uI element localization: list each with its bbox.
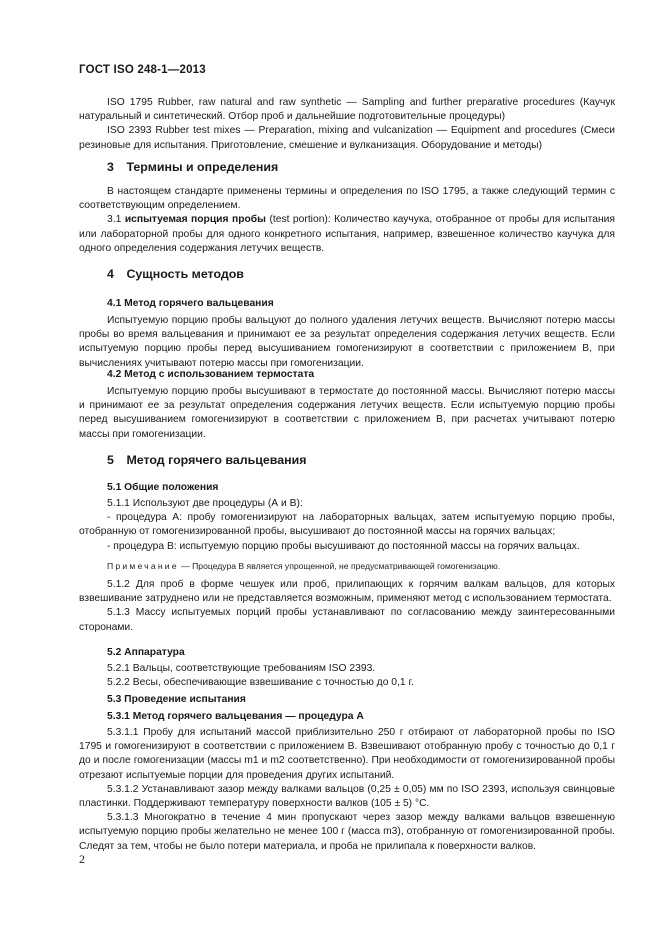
subsection-5-3-1-body	[79, 726, 615, 854]
paragraph-5-2-1: 5.2.1 Вальцы, соответствующие требованиям ISO 2393.	[107, 663, 376, 674]
subsection-5-1-body	[79, 497, 615, 554]
section-4-heading	[107, 267, 244, 281]
subsection-5-3-heading: 5.3 Проведение испытания	[107, 694, 246, 705]
page-number: 2	[79, 852, 85, 866]
document-header: ГОСТ ISO 248-1—2013	[79, 64, 206, 76]
defined-term: испытуемая порция пробы	[124, 214, 266, 226]
section-number: 5	[107, 453, 114, 467]
subsection-4-1-heading: 4.1 Метод горячего вальцевания	[107, 298, 274, 309]
normative-references	[79, 96, 615, 153]
subsection-4-2-body	[79, 385, 615, 442]
paragraph: Испытуемую порцию пробы вальцуют до полного удаления летучих веществ. Вычисляют потерю массы пробы во время вальцевания и принимают ее за результат определения содержания летучих веществ. Если испытуемую порцию пробы перед высушиванием гомогенизируют в соответствии с приложением В, при вычислениях учитывают потерю массы при гомогенизации.	[79, 315, 615, 369]
procedure-a: - процедура А: пробу гомогенизируют на лабораторных вальцах, затем испытуемую порцию пробы, отобранную от гомогенизированной пробы, высушивают до постоянной массы на горячих вальцах;	[79, 512, 615, 538]
paragraph-5-3-1-2: 5.3.1.2 Устанавливают зазор между валками вальцов (0,25 ± 0,05) мм по ISO 2393, используя свинцовые пластинки. Поддерживают температуру поверхности валков (105 ± 5) °С.	[79, 783, 615, 810]
paragraph-5-3-1-1: 5.3.1.1 Пробу для испытаний массой приблизительно 250 г отбирают от лабораторной пробы по ISO 1795 и гомогенизируют в соответствии с приложением В. Взвешивают отобранную пробу с точностью до 0,1 г до и после гомогенизации (массы m1 и m2 соответственно). При необходимости от гомогенизированной пробы отрезают испытуемые порции для проведения других испытаний.	[79, 727, 615, 781]
note-label: Примечание	[107, 561, 179, 571]
note	[107, 561, 500, 571]
definition-3-1: 3.1 испытуемая порция пробы (test portion): Количество каучука, отобранное от пробы для испытания или лабораторной пробы для одного конкретного испытания, например, взвешенное количество каучука для одного определения содержания летучих веществ.	[79, 214, 615, 254]
section-number: 4	[107, 267, 114, 281]
section-title: Термины и определения	[126, 160, 279, 174]
subsection-5-2-body	[79, 662, 615, 690]
subsection-5-1-continued	[79, 578, 615, 635]
section-3-body	[79, 185, 615, 256]
subsection-5-3-1-heading: 5.3.1 Метод горячего вальцевания — процедура А	[107, 711, 364, 722]
section-number: 3	[107, 160, 114, 174]
paragraph-5-3-1-3: 5.3.1.3 Многократно в течение 4 мин пропускают через зазор между валками вальцов взвешенную испытуемую порцию пробы желательно не менее 100 г (масса m3), отобранную от гомогенизированной пробы. Следят за тем, чтобы не было потери материала, и проба не прилипала к поверхности валков.	[79, 812, 615, 852]
reference-iso-2393: ISO 2393 Rubber test mixes — Preparation, mixing and vulcanization — Equipment and procedures (Смеси резиновые для испытания. Приготовление, смешение и вулканизация. Оборудование и методы)	[79, 125, 615, 151]
paragraph-5-2-2: 5.2.2 Весы, обеспечивающие взвешивание с точностью до 0,1 г.	[107, 677, 414, 689]
subsection-5-1-heading: 5.1 Общие положения	[107, 482, 219, 493]
section-3-intro: В настоящем стандарте применены термины и определения по ISO 1795, а также следующий термин с соответствующим определением.	[79, 186, 615, 212]
paragraph-5-1-2: 5.1.2 Для проб в форме чешуек или проб, прилипающих к горячим валкам вальцов, для которых взвешивание затруднено или не представляется возможным, применяют метод с использованием термостата.	[79, 579, 615, 605]
section-title: Сущность методов	[126, 267, 244, 281]
reference-iso-1795: ISO 1795 Rubber, raw natural and raw synthetic — Sampling and further preparative procedures (Каучук натуральный и синтетический. Отбор проб и дальнейшие подготовительные процедуры)	[79, 97, 615, 123]
paragraph-5-1-3: 5.1.3 Массу испытуемых порций пробы устанавливают по согласованию между заинтересованными сторонами.	[79, 607, 615, 633]
subsection-4-1-body	[79, 314, 615, 371]
procedure-b: - процедура В: испытуемую порцию пробы высушивают до постоянной массы на горячих вальцах.	[107, 540, 580, 552]
subsection-4-2-heading: 4.2 Метод с использованием термостата	[107, 369, 315, 380]
subsection-5-2-heading: 5.2 Аппаратура	[107, 647, 185, 658]
section-5-heading	[107, 453, 306, 467]
definition-text: (test portion): Количество каучука, отобранное от пробы для испытания или лабораторной пробы для одного конкретного испытания, например, взвешенное количество каучука для одного определения содержания летучих веществ.	[79, 214, 615, 254]
paragraph-5-1-1: 5.1.1 Используют две процедуры (А и В):	[107, 498, 303, 509]
note-text: — Процедура В является упрощенной, не предусматривающей гомогенизацию.	[181, 561, 501, 571]
paragraph: Испытуемую порцию пробы высушивают в термостате до постоянной массы. Вычисляют потерю массы и принимают ее за результат определения содержания летучих веществ. Если испытуемую порцию пробы перед высушиванием гомогенизируют в соответствии с приложением В, при расчетах учитывают потерю массы при гомогенизации.	[79, 386, 615, 440]
section-title: Метод горячего вальцевания	[126, 453, 307, 467]
section-3-heading	[107, 160, 278, 174]
